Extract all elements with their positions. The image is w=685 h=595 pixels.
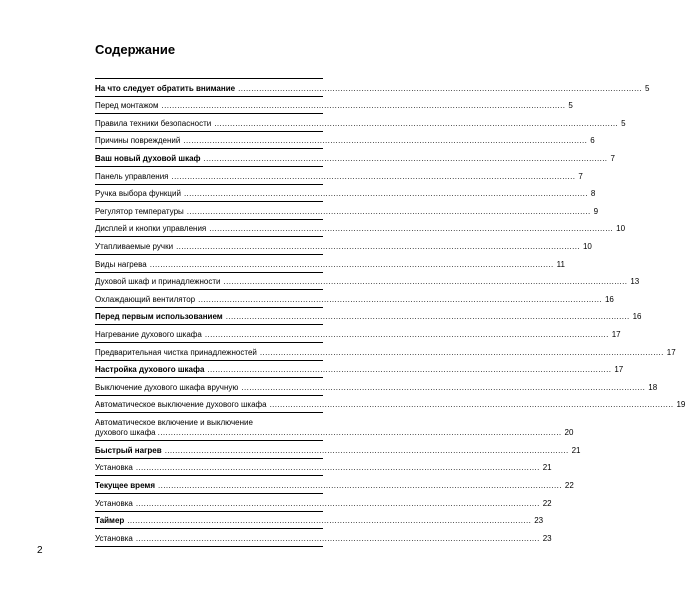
toc-entry xyxy=(95,396,685,414)
dot-leader xyxy=(260,348,664,358)
toc-entry-page: 21 xyxy=(542,463,552,473)
toc-entry-label: Настройка духового шкафа xyxy=(95,365,205,375)
toc-entry-page: 17 xyxy=(666,347,676,357)
dot-leader xyxy=(187,207,591,217)
toc-entry xyxy=(95,325,621,343)
toc-entry-page: 22 xyxy=(564,481,574,491)
toc-entry xyxy=(95,255,565,273)
toc-entry-label: Установка xyxy=(95,533,133,543)
dot-leader xyxy=(150,260,554,270)
toc-entry xyxy=(95,97,573,115)
dot-leader xyxy=(209,224,613,234)
toc-entry-page: 9 xyxy=(593,206,599,216)
toc-entry-label: Быстрый нагрев xyxy=(95,445,162,455)
toc-entry-label: Установка xyxy=(95,463,133,473)
toc-entry xyxy=(95,237,592,255)
dot-leader xyxy=(205,330,609,340)
toc-entry-label: Панель управления xyxy=(95,171,169,181)
toc-entry-label: Установка xyxy=(95,498,133,508)
toc-entry-page: 22 xyxy=(542,498,552,508)
toc-entry-label: Автоматическое включение и выключение xyxy=(95,418,253,428)
dot-leader xyxy=(162,101,566,111)
dot-leader xyxy=(158,428,562,438)
toc-entry-page: 5 xyxy=(621,118,626,128)
toc-entry-page: 16 xyxy=(604,294,614,304)
toc-entry xyxy=(95,308,642,326)
dot-leader xyxy=(158,481,562,491)
toc-entry-label: Дисплей и кнопки управления xyxy=(95,224,207,234)
toc-entry-label: Правила техники безопасности xyxy=(95,118,212,128)
toc-entry-page: 20 xyxy=(564,428,574,438)
toc-entry-label-continued: духового шкафа xyxy=(95,428,156,438)
toc-entry-label: Ваш новый духовой шкаф xyxy=(95,153,201,163)
toc-entry xyxy=(95,529,552,547)
dot-leader xyxy=(270,400,674,410)
dot-leader xyxy=(165,446,569,456)
toc-entry-label: Виды нагрева xyxy=(95,259,147,269)
page-title: Содержание xyxy=(95,42,176,57)
toc-entry-label: Текущее время xyxy=(95,481,155,491)
toc-entry xyxy=(95,167,583,185)
dot-leader xyxy=(204,154,608,164)
toc-entry-label: Автоматическое выключение духового шкафа xyxy=(95,400,267,410)
toc-entry xyxy=(95,441,581,459)
toc-entry-page: 21 xyxy=(571,445,581,455)
toc-entry xyxy=(95,132,595,150)
dot-leader xyxy=(238,84,642,94)
dot-leader xyxy=(136,463,540,473)
toc-entry-page: 10 xyxy=(616,224,626,234)
toc-entry-label: Причины повреждений xyxy=(95,136,181,146)
dot-leader xyxy=(214,119,618,129)
dot-leader xyxy=(136,534,540,544)
toc-entry-page: 23 xyxy=(534,516,544,526)
table-of-contents xyxy=(95,78,685,547)
toc-entry xyxy=(95,220,626,238)
dot-leader xyxy=(207,365,611,375)
toc-entry-page: 11 xyxy=(556,259,565,269)
toc-entry-page: 7 xyxy=(610,153,615,163)
dot-leader xyxy=(184,189,588,199)
toc-entry xyxy=(95,202,599,220)
toc-entry xyxy=(95,459,552,477)
toc-entry-page: 18 xyxy=(648,382,658,392)
dot-leader xyxy=(172,172,576,182)
toc-entry-page: 19 xyxy=(676,400,685,410)
toc-entry-label: Охлаждающий вентилятор xyxy=(95,294,196,304)
toc-entry xyxy=(95,413,574,441)
toc-entry-label: Регулятор температуры xyxy=(95,206,184,216)
toc-entry-page: 23 xyxy=(542,533,552,543)
toc-entry-page: 10 xyxy=(582,241,592,251)
dot-leader xyxy=(226,312,630,322)
toc-entry-label: Таймер xyxy=(95,516,125,526)
toc-entry-label: Перед монтажом xyxy=(95,101,159,111)
toc-entry-label: Ручка выбора функций xyxy=(95,189,181,199)
toc-entry xyxy=(95,273,640,291)
toc-entry-page: 6 xyxy=(590,136,595,146)
toc-entry-label: Перед первым использованием xyxy=(95,312,223,322)
toc-entry-page: 17 xyxy=(614,365,624,375)
toc-entry xyxy=(95,476,574,494)
toc-entry-page: 5 xyxy=(568,101,573,111)
toc-entry-page: 8 xyxy=(590,189,596,199)
toc-entry-page: 5 xyxy=(644,83,650,93)
page-number: 2 xyxy=(37,545,43,556)
toc-entry-label: Выключение духового шкафа вручную xyxy=(95,382,239,392)
toc-entry xyxy=(95,378,658,396)
toc-entry xyxy=(95,114,626,132)
toc-entry xyxy=(95,79,650,97)
dot-leader xyxy=(223,277,627,287)
toc-entry-label: Нагревание духового шкафа xyxy=(95,329,202,339)
toc-entry-label: Предварительная чистка принадлежностей xyxy=(95,347,257,357)
dot-leader xyxy=(241,383,645,393)
toc-entry xyxy=(95,494,552,512)
dot-leader xyxy=(176,242,580,252)
toc-entry-page: 17 xyxy=(611,329,621,339)
dot-leader xyxy=(127,516,531,526)
toc-entry-page: 16 xyxy=(632,312,642,322)
toc-entry-page: 13 xyxy=(630,277,640,287)
toc-entry xyxy=(95,149,615,167)
toc-entry-page: 7 xyxy=(578,171,583,181)
toc-entry-label: Духовой шкаф и принадлежности xyxy=(95,277,221,287)
toc-entry xyxy=(95,361,624,379)
toc-entry xyxy=(95,343,676,361)
dot-leader xyxy=(198,295,602,305)
dot-leader xyxy=(183,136,587,146)
toc-entry xyxy=(95,290,614,308)
toc-entry xyxy=(95,185,596,203)
dot-leader xyxy=(136,499,540,509)
toc-entry xyxy=(95,512,544,530)
toc-entry-label: Утапливаемые ручки xyxy=(95,241,174,251)
toc-entry-label: На что следует обратить внимание xyxy=(95,83,236,93)
